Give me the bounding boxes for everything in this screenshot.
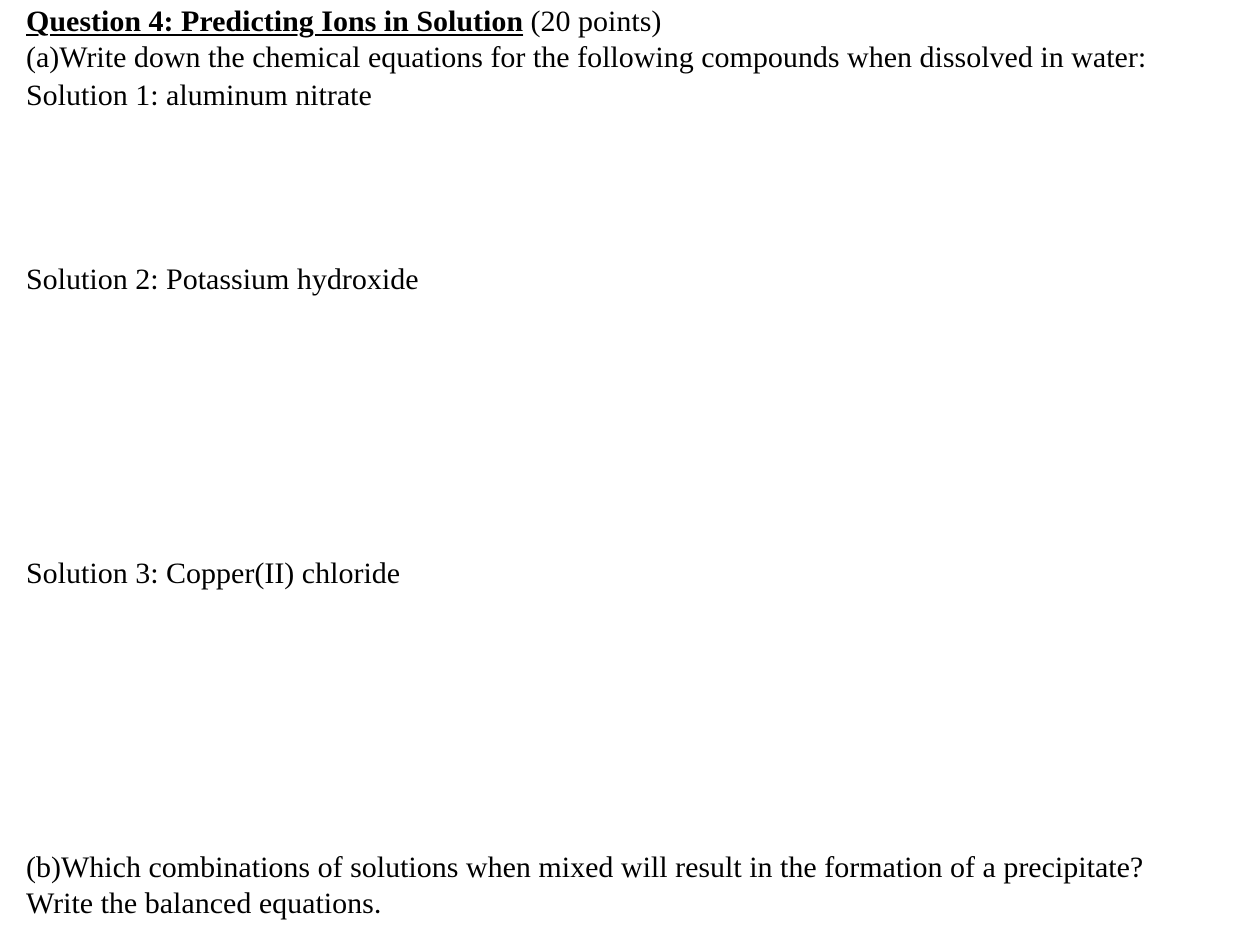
solution-2-label: Solution 2: Potassium hydroxide xyxy=(26,263,419,296)
question-heading xyxy=(26,4,661,40)
question-points: (20 points) xyxy=(530,5,662,38)
question-title: Question 4: Predicting Ions in Solution xyxy=(26,5,524,38)
solution-3-label: Solution 3: Copper(II) chloride xyxy=(26,557,401,590)
part-b-prompt-line2: Write the balanced equations. xyxy=(26,887,382,920)
part-b-prompt-line1: (b)Which combinations of solutions when mixed will result in the formation of a precipitate? xyxy=(26,851,1144,884)
part-a-prompt: (a)Write down the chemical equations for the following compounds when dissolved in water: xyxy=(26,41,1147,74)
solution-1-label: Solution 1: aluminum nitrate xyxy=(26,79,372,112)
